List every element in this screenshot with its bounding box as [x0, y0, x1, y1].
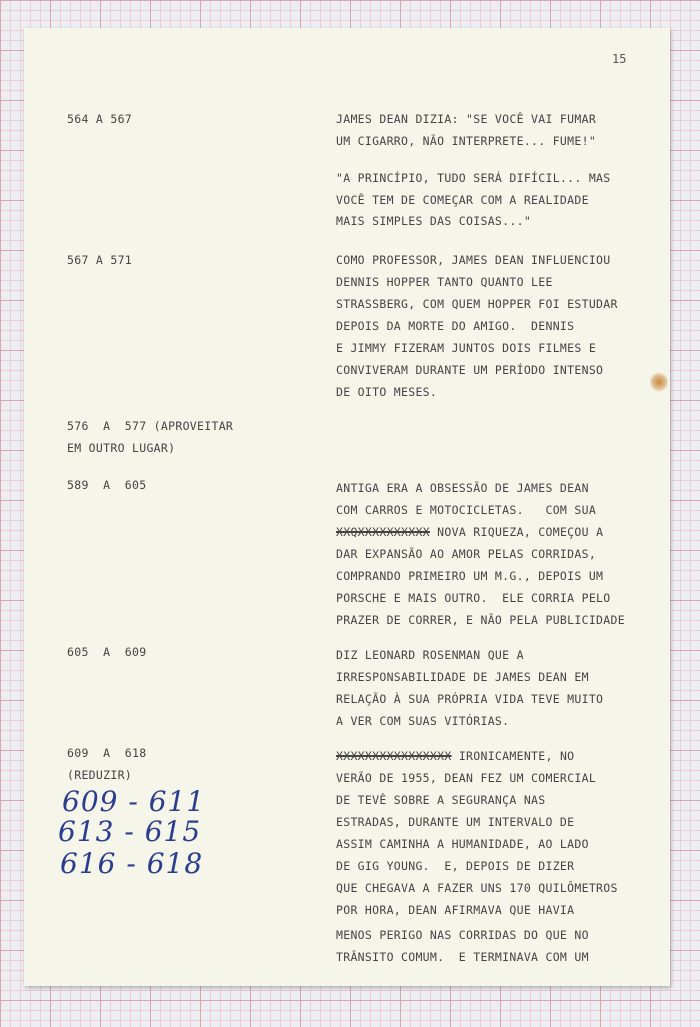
- handwritten-note: 616 - 618: [60, 847, 204, 880]
- text-line: POR HORA, DEAN AFIRMAVA QUE HAVIA: [336, 903, 575, 917]
- struck-out-text: XXQXXXXXXXXXX: [336, 525, 430, 539]
- struck-text-line: [336, 749, 574, 763]
- shot-reference: 564 A 567: [67, 112, 133, 126]
- text-line: NOVA RIQUEZA, COMEÇOU A: [437, 525, 604, 539]
- struck-out-text: XXXXXXXXXXXXXXXX: [336, 749, 452, 763]
- text-line: CONVIVERAM DURANTE UM PERÍODO INTENSO: [336, 363, 604, 377]
- text-line: PRAZER DE CORRER, E NÃO PELA PUBLICIDADE: [336, 613, 625, 627]
- text-line: DIZ LEONARD ROSENMAN QUE A: [336, 648, 524, 662]
- text-line: DE OITO MESES.: [336, 385, 438, 399]
- struck-text-line: [336, 525, 603, 539]
- text-line: ASSIM CAMINHA A HUMANIDADE, AO LADO: [336, 837, 589, 851]
- text-line: DE TEVÊ SOBRE A SEGURANÇA NAS: [336, 793, 546, 807]
- text-line: MENOS PERIGO NAS CORRIDAS DO QUE NO: [336, 928, 589, 942]
- text-line: PORSCHE E MAIS OUTRO. ELE CORRIA PELO: [336, 591, 611, 605]
- text-line: A VER COM SUAS VITÓRIAS.: [336, 714, 510, 728]
- text-line: MAIS SIMPLES DAS COISAS...": [336, 214, 532, 228]
- text-line: ESTRADAS, DURANTE UM INTERVALO DE: [336, 815, 575, 829]
- handwritten-note: 609 - 611: [62, 785, 206, 818]
- text-line: DENNIS HOPPER TANTO QUANTO LEE: [336, 275, 553, 289]
- text-line: COM CARROS E MOTOCICLETAS. COM SUA: [336, 503, 597, 517]
- shot-reference: 609 A 618: [67, 746, 147, 760]
- text-line: VERÃO DE 1955, DEAN FEZ UM COMERCIAL: [336, 771, 597, 785]
- text-line: QUE CHEGAVA A FAZER UNS 170 QUILÔMETROS: [336, 881, 618, 895]
- text-line: UM CIGARRO, NÃO INTERPRETE... FUME!": [336, 134, 597, 148]
- shot-reference: 576 A 577 (APROVEITAR: [67, 419, 234, 433]
- text-line: E JIMMY FIZERAM JUNTOS DOIS FILMES E: [336, 341, 597, 355]
- text-line: COMO PROFESSOR, JAMES DEAN INFLUENCIOU: [336, 253, 611, 267]
- text-line: COMPRANDO PRIMEIRO UM M.G., DEPOIS UM: [336, 569, 604, 583]
- text-line: DE GIG YOUNG. E, DEPOIS DE DIZER: [336, 859, 575, 873]
- handwritten-note: 613 - 615: [58, 815, 202, 848]
- text-line: "A PRINCÍPIO, TUDO SERÁ DIFÍCIL... MAS: [336, 171, 611, 185]
- paper-stain: [650, 372, 668, 392]
- text-line: DEPOIS DA MORTE DO AMIGO. DENNIS: [336, 319, 575, 333]
- shot-reference: 605 A 609: [67, 645, 147, 659]
- shot-reference: 567 A 571: [67, 253, 133, 267]
- shot-reference: 589 A 605: [67, 478, 147, 492]
- text-line: JAMES DEAN DIZIA: "SE VOCÊ VAI FUMAR: [336, 112, 597, 126]
- page-number: 15: [612, 52, 627, 66]
- text-line: IRONICAMENTE, NO: [458, 749, 575, 763]
- text-line: ANTIGA ERA A OBSESSÃO DE JAMES DEAN: [336, 481, 589, 495]
- text-line: STRASSBERG, COM QUEM HOPPER FOI ESTUDAR: [336, 297, 618, 311]
- text-line: VOCÊ TEM DE COMEÇAR COM A REALIDADE: [336, 193, 589, 207]
- text-line: RELAÇÃO À SUA PRÓPRIA VIDA TEVE MUITO: [336, 692, 604, 706]
- text-line: IRRESPONSABILIDADE DE JAMES DEAN EM: [336, 670, 589, 684]
- text-line: TRÂNSITO COMUM. E TERMINAVA COM UM: [336, 950, 589, 964]
- text-line: DAR EXPANSÃO AO AMOR PELAS CORRIDAS,: [336, 547, 597, 561]
- shot-reference-note: EM OUTRO LUGAR): [67, 441, 176, 455]
- shot-reference-note: (REDUZIR): [67, 768, 133, 782]
